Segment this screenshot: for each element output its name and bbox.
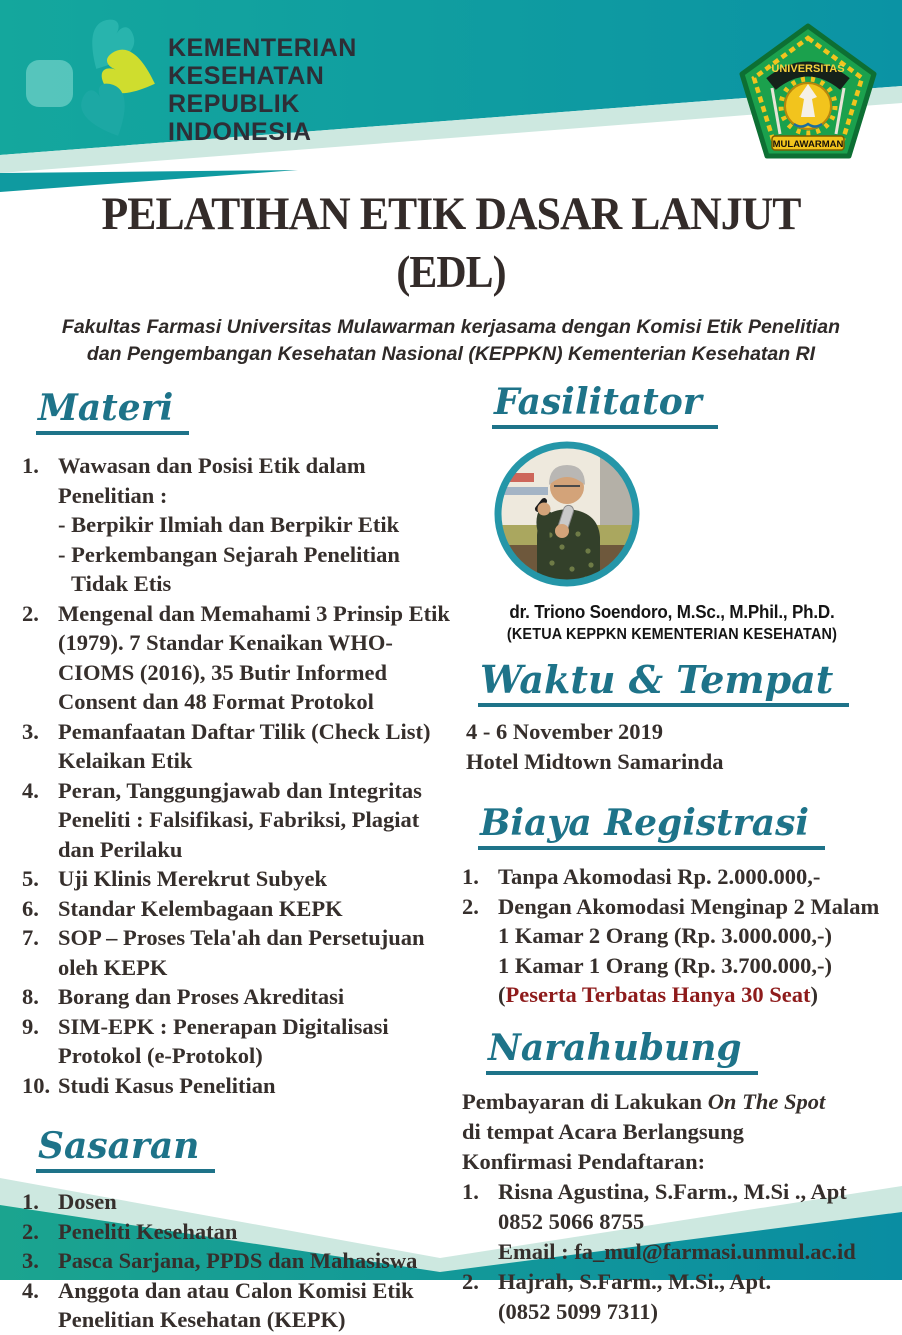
item-subline: 1 Kamar 1 Orang (Rp. 3.700.000,-) (498, 952, 832, 978)
confirmation-label: Konfirmasi Pendaftaran: (462, 1148, 706, 1174)
list-item (22, 1276, 456, 1335)
contact-email: Email : fa_mul@farmasi.unmul.ac.id (498, 1238, 856, 1264)
ministry-line: INDONESIA (168, 118, 312, 146)
item-text: Tanpa Akomodasi Rp. 2.000.000,- (498, 864, 821, 889)
item-number: 2. (462, 1268, 479, 1294)
item-text: Wawasan dan Posisi Etik dalam Penelitian : (58, 453, 366, 508)
narahubung-heading: Narahubung (486, 1026, 758, 1075)
contact-entry (462, 1177, 882, 1267)
list-item (22, 894, 456, 924)
event-venue: Hotel Midtown Samarinda (466, 749, 724, 774)
item-text: Mengenal dan Memahami 3 Prinsip Etik (1979). 7 Standar Kenaikan WHO-CIOMS (2016), 35 Butir Informed Consent dan 48 Format Protokol (58, 600, 450, 714)
item-number: 10. (22, 1072, 51, 1098)
item-number: 4. (22, 1277, 39, 1303)
list-item (22, 599, 456, 717)
list-item (22, 1246, 456, 1276)
fasilitator-photo (492, 439, 642, 589)
right-column (462, 376, 882, 1335)
list-item (22, 923, 456, 982)
item-number: 3. (22, 718, 39, 744)
item-text: Anggota dan atau Calon Komisi Etik Penelitian Kesehatan (KEPK) (58, 1277, 414, 1332)
item-text: Borang dan Proses Akreditasi (58, 984, 345, 1009)
ministry-line: KESEHATAN (168, 62, 325, 90)
fasilitator-name: dr. Triono Soendoro, M.Sc., M.Phil., Ph.D. (509, 601, 835, 622)
list-item (22, 1012, 456, 1071)
item-number: 4. (22, 777, 39, 803)
item-text: SOP – Proses Tela'ah dan Persetujuan oleh KEPK (58, 925, 425, 980)
subtitle (0, 314, 902, 368)
two-column-layout (0, 368, 902, 1335)
item-text: Dengan Akomodasi Menginap 2 Malam (498, 893, 880, 919)
item-number: 5. (22, 866, 39, 891)
contact-name: Risna Agustina, S.Farm., M.Si ., Apt (498, 1178, 847, 1204)
ministry-line: REPUBLIK (168, 90, 300, 118)
item-text: SIM-EPK : Penerapan Digitalisasi Protokol (e-Protokol) (58, 1013, 389, 1068)
event-date: 4 - 6 November 2019 (466, 719, 664, 744)
left-column (22, 376, 456, 1335)
waktu-details (466, 717, 882, 777)
page-title-abbrev: (EDL) (396, 247, 506, 297)
subtitle-line: Fakultas Farmasi Universitas Mulawarman kerjasama dengan Komisi Etik Penelitian (61, 316, 841, 338)
list-item (22, 1217, 456, 1247)
biaya-heading: Biaya Registrasi (478, 801, 825, 850)
subtitle-line: dan Pengembangan Kesehatan Nasional (KEPPKN) Kementerian Kesehatan RI (86, 343, 816, 365)
contact-entry (462, 1267, 882, 1327)
item-number: 2. (22, 600, 39, 626)
contact-body (498, 1177, 882, 1267)
list-item (22, 864, 456, 894)
payment-line: di tempat Acara Berlangsung (462, 1118, 744, 1144)
contact-phone: 0852 5066 8755 (498, 1208, 645, 1234)
unmul-bottom-text: MULAWARMAN (772, 139, 844, 150)
item-text: Peneliti Kesehatan (58, 1218, 238, 1244)
item-number: 3. (22, 1248, 39, 1273)
payment-line (462, 1087, 882, 1117)
waktu-heading: Waktu & Tempat (478, 658, 849, 707)
materi-list (22, 451, 456, 1100)
item-text: Pemanfaatan Daftar Tilik (Check List) Kelaikan Etik (58, 718, 431, 773)
contact-body (498, 1267, 882, 1327)
unmul-top-text: UNIVERSITAS (771, 63, 845, 75)
item-number: 1. (462, 864, 479, 889)
item-number: 2. (462, 893, 479, 919)
note-paren: ( (498, 982, 506, 1007)
item-number: 9. (22, 1013, 39, 1039)
item-text: Pasca Sarjana, PPDS dan Mahasiswa (58, 1248, 418, 1273)
item-number: 8. (22, 984, 39, 1009)
item-number: 7. (22, 925, 39, 950)
item-text: Standar Kelembagaan KEPK (58, 895, 343, 921)
fasilitator-role: (KETUA KEPPKN KEMENTERIAN KESEHATAN) (506, 626, 838, 643)
biaya-list (462, 862, 882, 1010)
item-subline: - Perkembangan Sejarah Penelitian Tidak Etis (58, 541, 400, 596)
note-text: Peserta Terbatas Hanya 30 Seat (505, 982, 811, 1007)
limited-seat-note (498, 980, 882, 1010)
materi-heading: Materi (36, 386, 189, 435)
narahubung-details (462, 1087, 882, 1327)
list-item (462, 862, 882, 892)
sasaran-heading: Sasaran (36, 1124, 215, 1173)
note-paren: ) (810, 982, 818, 1007)
list-item (22, 776, 456, 865)
item-subline: - Berpikir Ilmiah dan Berpikir Etik (58, 512, 400, 537)
contact-name: Hajrah, S.Farm., M.Si., Apt. (498, 1268, 772, 1294)
item-number: 1. (22, 1189, 39, 1214)
item-number: 2. (22, 1218, 39, 1244)
item-number: 1. (22, 453, 39, 478)
item-text: Peran, Tanggungjawab dan Integritas Peneliti : Falsifikasi, Fabriksi, Plagiat dan Perilaku (58, 777, 422, 862)
list-item (22, 1187, 456, 1217)
item-number: 6. (22, 895, 39, 921)
list-item (22, 717, 456, 776)
item-number: 1. (462, 1178, 479, 1204)
fasilitator-photo-image (492, 439, 642, 589)
list-item (22, 1071, 456, 1101)
item-subline: 1 Kamar 2 Orang (Rp. 3.000.000,-) (498, 923, 832, 948)
contact-phone: (0852 5099 7311) (498, 1298, 658, 1324)
payment-text: Pembayaran di Lakukan (462, 1088, 708, 1114)
list-item (22, 982, 456, 1012)
item-text: Dosen (58, 1189, 117, 1214)
item-text: Uji Klinis Merekrut Subyek (58, 866, 327, 891)
list-item (22, 451, 456, 510)
fasilitator-heading: Fasilitator (492, 380, 718, 429)
list-item (462, 892, 882, 922)
page-title: PELATIHAN ETIK DASAR LANJUT (101, 188, 801, 240)
payment-onthespot: On The Spot (707, 1088, 826, 1114)
ministry-line: KEMENTERIAN (168, 34, 357, 62)
sasaran-list (22, 1187, 456, 1335)
item-text: Studi Kasus Penelitian (58, 1072, 276, 1098)
